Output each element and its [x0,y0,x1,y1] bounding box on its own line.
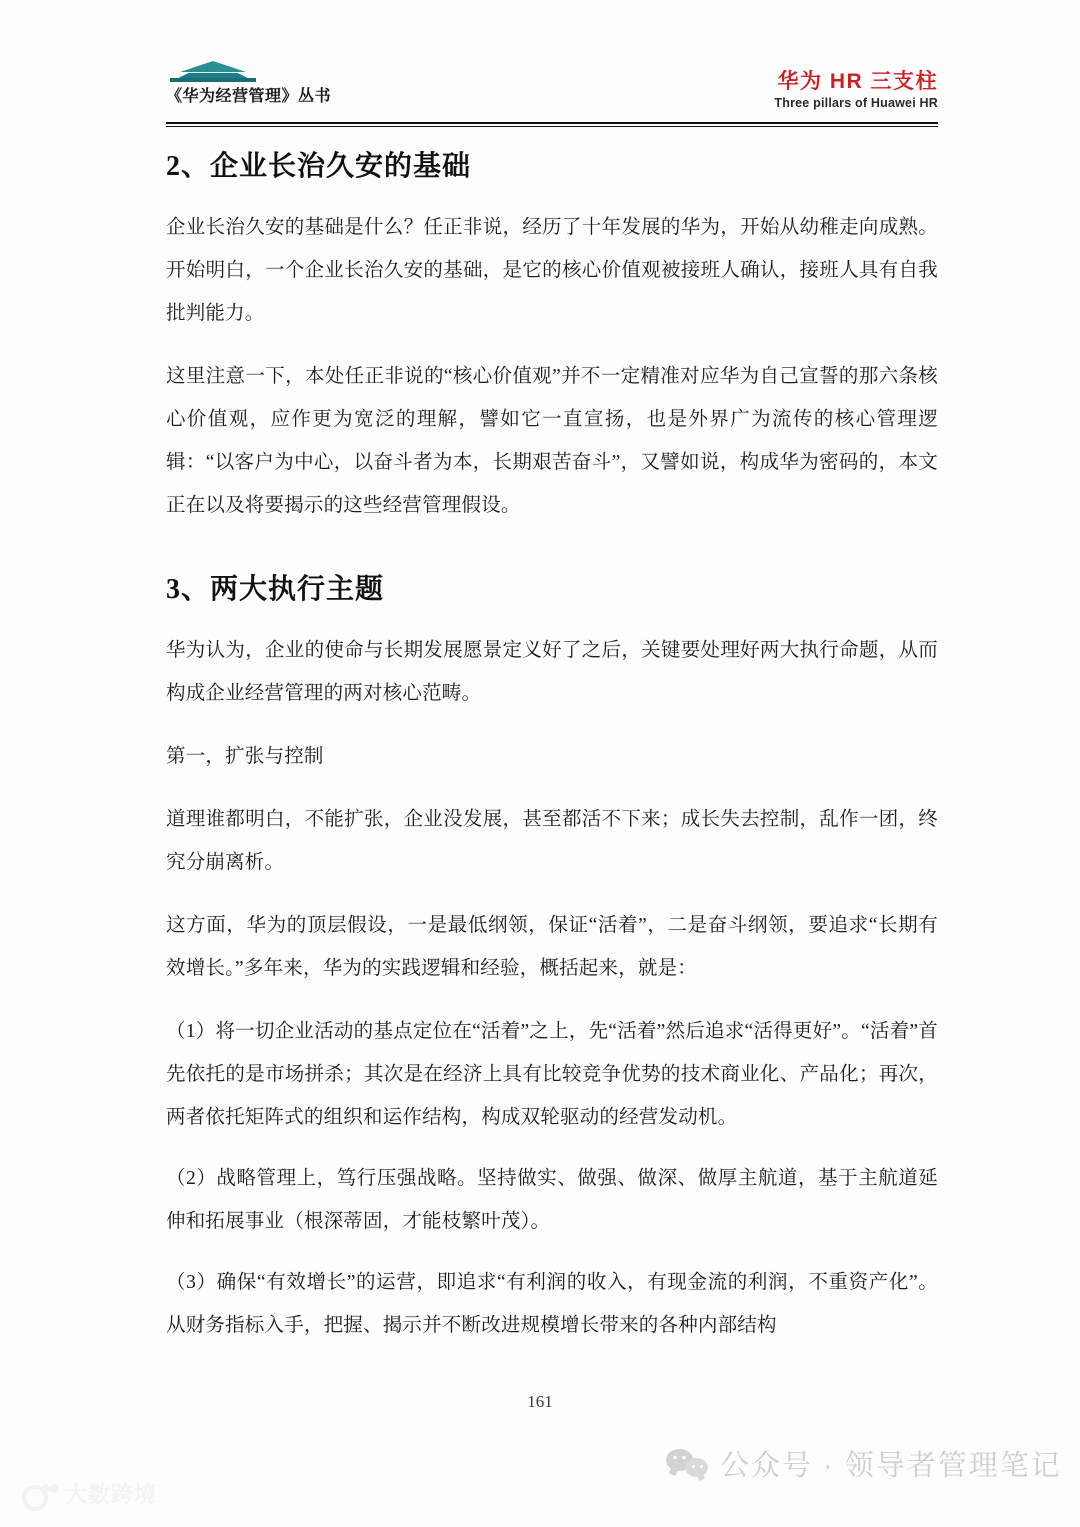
paragraph: 企业长治久安的基础是什么？任正非说，经历了十年发展的华为，开始从幼稚走向成熟。开始明白，一个企业长治久安的基础，是它的核心价值观被接班人确认，接班人具有自我批判能力。 [166,216,938,324]
page-header [166,56,938,126]
mountain-logo-icon [170,56,256,82]
wechat-watermark [666,1443,1062,1484]
brand-title-cn: 华为 HR 三支柱 [777,70,938,93]
header-right-group [774,70,938,110]
paragraph: 这方面，华为的顶层假设，一是最低纲领，保证“活着”，二是奋斗纲领，要追求“长期有效增长。”多年来，华为的实践逻辑和经验，概括起来，就是： [166,914,938,979]
series-title: 《华为经营管理》丛书 [166,88,332,105]
brand-watermark-text: 大数跨境 [65,1482,158,1507]
list-item: （3）确保“有效增长”的运营，即追求“有利润的收入，有现金流的利润，不重资产化”。从财务指标入手，把握、揭示并不断改进规模增长带来的各种内部结构 [166,1271,938,1336]
wechat-watermark-text: 公众号 · 领导者管理笔记 [720,1450,1062,1482]
list-item: （1）将一切企业活动的基点定位在“活着”之上，先“活着”然后追求“活得更好”。“活着”首先依托的是市场拼杀；其次是在经济上具有比较竞争优势的技术商业化、产品化；再次，两者依托矩阵式的组织和运作结构，构成双轮驱动的经营发动机。 [166,1020,938,1128]
page-content [166,140,938,1365]
section-3 [166,571,938,609]
section-2 [166,148,938,186]
paragraph: 这里注意一下，本处任正非说的“核心价值观”并不一定精准对应华为自己宣誓的那六条核心价值观，应作更为宽泛的理解，譬如它一直宣扬，也是外界广为流传的核心管理逻辑：“以客户为中心，以奋斗者为本，长期艰苦奋斗”，又譬如说，构成华为密码的，本文正在以及将要揭示的这些经营管理假设。 [166,365,938,516]
header-divider [166,122,938,127]
page-number: 161 [527,1392,553,1411]
brand-watermark [22,1478,157,1509]
section-heading-3: 3、两大执行主题 [166,573,385,605]
paragraph: 华为认为，企业的使命与长期发展愿景定义好了之后，关键要处理好两大执行命题，从而构成企业经营管理的两对核心范畴。 [166,639,938,704]
dashukuajing-logo-icon [22,1482,58,1506]
header-left-group [166,56,331,106]
list-item: （2）战略管理上，笃行压强战略。坚持做实、做强、做深、做厚主航道，基于主航道延伸和拓展事业（根深蒂固，才能枝繁叶茂）。 [166,1167,938,1232]
paragraph: 道理谁都明白，不能扩张，企业没发展，甚至都活不下来；成长失去控制，乱作一团，终究分崩离析。 [166,808,938,873]
brand-title-en: Three pillars of Huawei HR [774,96,938,111]
subsection-label: 第一，扩张与控制 [166,745,324,767]
section-heading-2: 2、企业长治久安的基础 [166,151,472,182]
wechat-icon [666,1447,708,1481]
